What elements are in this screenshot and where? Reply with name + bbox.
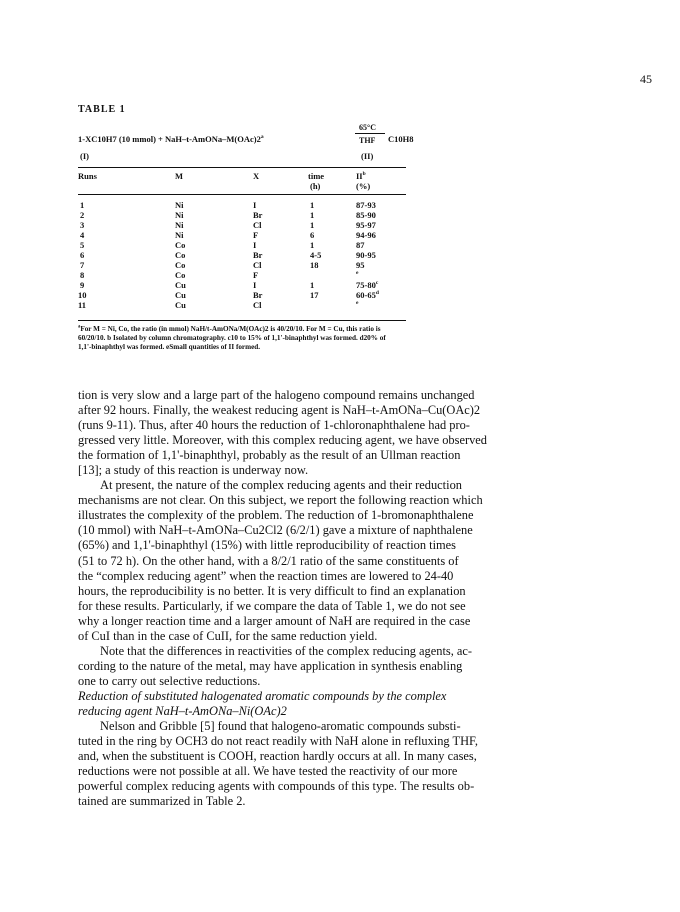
scheme-condition-temp: 65°C — [359, 123, 376, 132]
footnote-line: 60/20/10. b Isolated by column chromatography. c10 to 15% of 1,1'-binaphthyl was formed. d20% of — [78, 334, 386, 342]
footnote-line: 1,1'-binaphthyl was formed. eSmall quantities of II formed. — [78, 343, 261, 351]
paragraph: Nelson and Gribble [5] found that halogeno-aromatic compounds substi- tuted in the ring by OCH3 do not react readily with NaH alone in refluxing THF, and, when the substituent is COOH, reaction hardly occurs at all. In many cases, reductions were not possible at all. We have tested the reactivity of our more powerful complex reducing agents with compounds of this type. The results ob- tained are summarized in Table 2. — [78, 719, 479, 809]
table-row: 4 Ni F 6 94-96 — [80, 230, 376, 240]
header-time-unit: (h) — [310, 181, 321, 191]
table-label: TABLE 1 — [78, 104, 126, 115]
table-row: 9 Cu I 1 75-80$^c$ — [80, 280, 379, 290]
page-number: 45 — [640, 72, 652, 86]
table-top-rule — [78, 167, 406, 168]
footnote-line: $^a$For M = Ni, Co, the ratio (in mmol) NaH/t-AmONa/M(OAc)2 is 40/20/10. For M = Cu, this ratio is — [78, 324, 381, 333]
header-yield-unit: (%) — [356, 181, 371, 191]
header-halogen: X — [253, 171, 260, 181]
table-row: 8 Co F $^e$ — [80, 270, 359, 280]
table-row: 10 Cu Br 17 60-65$^d$ — [78, 290, 379, 300]
paragraph: Note that the differences in reactivities of the complex reducing agents, ac- cording to the nature of the metal, may have application in synthesis enabling one to carry out selective reductions. — [78, 643, 473, 688]
body-text — [78, 388, 608, 809]
section-heading: Reduction of substituted halogenated aromatic compounds by the complex reducing agent NaH–t-AmONa–Ni(OAc)2 — [78, 688, 447, 718]
scheme-condition-solvent: THF — [359, 136, 376, 145]
paragraph: tion is very slow and a large part of the halogeno compound remains unchanged after 92 hours. Finally, the weakest reducing agent is NaH–t-AmONa–Cu(OAc)2 (runs 9-11). Thus, after 40 hours the reduction of 1-chloronaphthalene had pro- gressed very little. Moreover, with this complex reducing agent, we have observed the formation of 1,1'-binaphthyl, probably as the result of an Ullman reaction [13]; a study of this reaction is underway now. — [78, 388, 487, 478]
table-row: 2 Ni Br 1 85-90 — [80, 210, 376, 220]
header-yield: $II^b$ — [356, 171, 366, 181]
scheme-product: C10H8 — [388, 134, 414, 144]
header-metal: M — [175, 171, 184, 181]
table-row: 3 Ni Cl 1 95-97 — [80, 220, 376, 230]
table-row: 5 Co I 1 87 — [80, 240, 365, 250]
table-row: 11 Cu Cl $^e$ — [78, 300, 359, 310]
table-row: 7 Co Cl 18 95 — [80, 260, 365, 270]
scheme-reactant: 1-XC10H7 (10 mmol) + NaH–$t-AmONa-M(OAc)2^a$ — [78, 134, 264, 144]
table-row: 6 Co Br 4-5 90-95 — [80, 250, 376, 260]
header-rule — [78, 194, 406, 195]
scheme-arrow — [355, 133, 385, 134]
paragraph: At present, the nature of the complex reducing agents and their reduction mechanisms are not clear. On this subject, we report the following reaction which illustrates the complexity of the problem. The reduction of 1-bromonaphthalene (10 mmol) with NaH–t-AmONa–Cu2Cl2 (6/2/1) gave a mixture of naphthalene (65%) and 1,1'-binaphthyl (15%) with little reproducibility of reaction times (51 to 72 h). On the other hand, with a 8/2/1 ratio of the same constituents of the “complex reducing agent” when the reaction times are lowered to 24-40 hours, the reproducibility is no better. It is very difficult to find an explanation for these results. Particularly, if we compare the data of Table 1, we do not see why a longer reaction time and a larger amount of NaH are required in the case of CuI than in the case of CuII, for the same reduction yield. — [78, 478, 483, 643]
scheme-label-reactant: (I) — [80, 151, 89, 161]
table-footnotes — [78, 325, 413, 352]
table-row: 1 Ni I 1 87-93 — [80, 200, 376, 210]
table-bottom-rule — [78, 320, 406, 321]
reaction-scheme — [78, 123, 414, 165]
header-runs: Runs — [78, 171, 97, 181]
scheme-label-product: (II) — [361, 151, 374, 161]
header-time: time — [308, 171, 325, 181]
